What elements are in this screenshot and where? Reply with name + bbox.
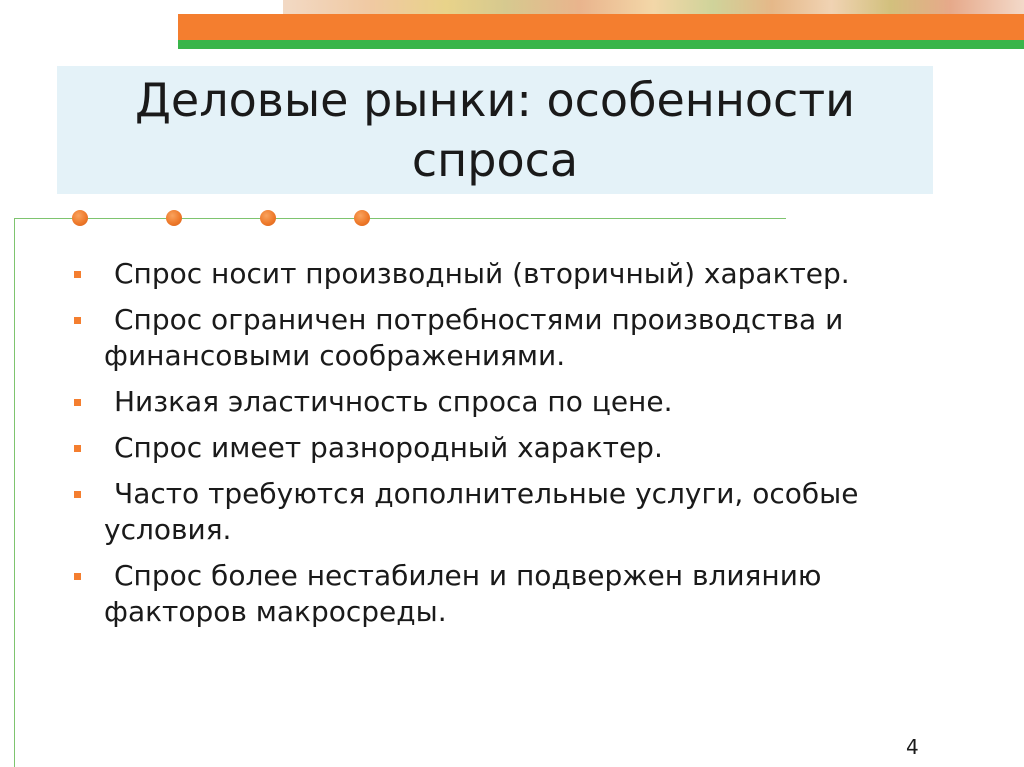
bullet-marker bbox=[74, 445, 81, 452]
bullet-item bbox=[72, 256, 892, 292]
left-frame-line bbox=[14, 218, 15, 767]
top-white-gap bbox=[178, 0, 283, 14]
bullet-text: Часто требуются дополнительные услуги, особые условия. bbox=[104, 477, 859, 546]
decorative-dot bbox=[260, 210, 276, 226]
bullet-text: Спрос имеет разнородный характер. bbox=[114, 431, 663, 464]
decorative-dot bbox=[166, 210, 182, 226]
top-photo-strip bbox=[283, 0, 1024, 14]
bullet-marker bbox=[74, 271, 81, 278]
top-orange-bar bbox=[178, 14, 1024, 40]
bullet-text: Спрос носит производный (вторичный) характер. bbox=[114, 257, 850, 290]
bullet-marker bbox=[74, 317, 81, 324]
bullet-text: Спрос ограничен потребностями производства и финансовыми соображениями. bbox=[104, 303, 844, 372]
bullet-item bbox=[72, 476, 892, 548]
bullet-marker bbox=[74, 399, 81, 406]
decorative-dot bbox=[354, 210, 370, 226]
page-number: 4 bbox=[906, 735, 919, 759]
top-green-bar bbox=[178, 40, 1024, 49]
bullet-marker bbox=[74, 573, 81, 580]
divider-line bbox=[14, 218, 786, 219]
bullet-item bbox=[72, 384, 892, 420]
slide-title: Деловые рынки: особенности спроса bbox=[134, 73, 856, 187]
bullet-marker bbox=[74, 491, 81, 498]
bullet-list bbox=[72, 256, 892, 640]
bullet-text: Спрос более нестабилен и подвержен влиянию факторов макросреды. bbox=[104, 559, 822, 628]
bullet-text: Низкая эластичность спроса по цене. bbox=[114, 385, 673, 418]
bullet-item bbox=[72, 302, 892, 374]
bullet-item bbox=[72, 430, 892, 466]
bullet-item bbox=[72, 558, 892, 630]
decorative-dot bbox=[72, 210, 88, 226]
